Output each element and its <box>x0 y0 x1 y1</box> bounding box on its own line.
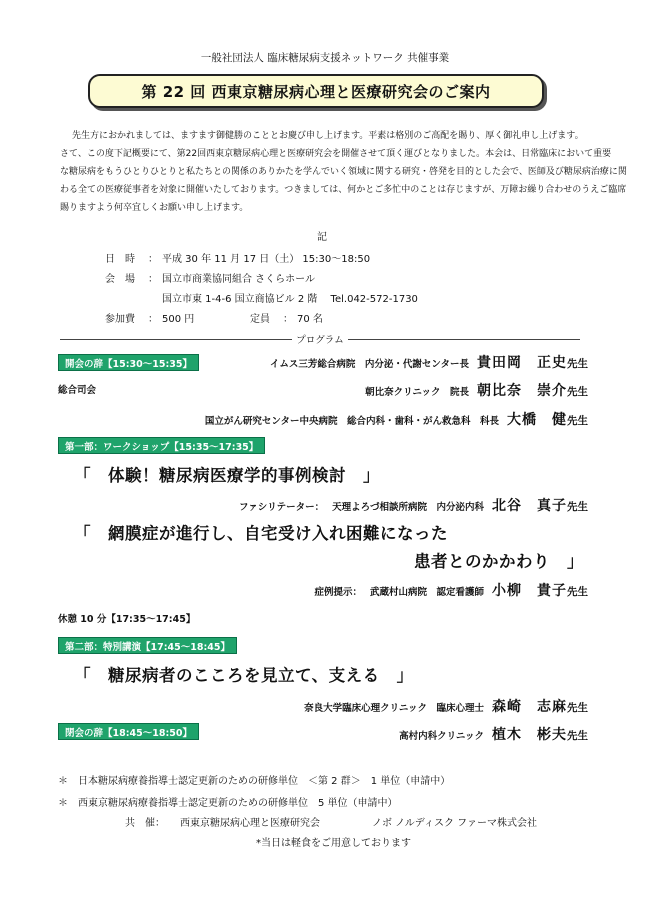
part2-suffix: 先生 <box>567 702 588 714</box>
note-jade-credit: ＊ 日本糖尿病療養指導士認定更新のための研修単位 ＜第 2 群＞ 1 単位（申請中） <box>58 776 451 787</box>
divider-line-left <box>60 339 292 340</box>
case-presenter <box>314 580 588 600</box>
intro-line-4: わる全ての医療従事者を対象に開催いたしております。つきましては、何かとご多忙中のことは存じますが、万障お繰り合わせのうえご臨席 <box>60 185 627 195</box>
cosponsor-label: 共 催： <box>125 818 165 829</box>
fee-label: 参加費 <box>105 314 135 325</box>
cosponsor-2: ノボ ノルディスク ファーマ株式会社 <box>372 818 537 829</box>
divider-line-right <box>348 339 580 340</box>
closing-speaker <box>399 724 588 744</box>
facilitator-suffix: 先生 <box>567 501 588 513</box>
moderator-label: 総合司会 <box>58 385 97 396</box>
case-label: 症例提示： <box>314 587 362 598</box>
opening-speaker <box>270 352 588 372</box>
opening-suffix: 先生 <box>567 358 588 370</box>
part2-affiliation: 奈良大学臨床心理クリニック 臨床心理士 <box>304 703 484 714</box>
intro-line-2: さて、この度下記概要にて、第22回西東京糖尿病心理と医療研究会を開催させて頂く運びとなりました。本会は、日常臨床において重要 <box>60 149 612 159</box>
intro-line-3: な糖尿病をもうひとりひとりと私たちとの関係のありかたを学んでいく領域に関する研究・啓発を目的とした会で、医師及び糖尿病治療に関 <box>60 167 627 177</box>
ki-mark: 記 <box>317 232 327 243</box>
capacity-label: 定員 <box>250 314 270 325</box>
part2-title: 「 糖尿病者のこころを見立て、支える 」 <box>74 666 414 685</box>
opening-affiliation: イムス三芳総合病院 内分泌・代謝センター長 <box>269 359 469 370</box>
moderator-name-1: 朝比奈 崇介 <box>477 383 567 399</box>
note-local-credit: ＊ 西東京糖尿病療養指導士認定更新のための研修単位 5 単位（申請中） <box>58 798 398 809</box>
intro-line-1: 先生方におかれましては、ますます御健勝のこととお慶び申し上げます。平素は格別のご高配を賜り、厚く御礼申し上げます。 <box>72 131 584 141</box>
page-title: 第 22 回 西東京糖尿病心理と医療研究会のご案内 <box>88 74 544 108</box>
organizer-line: 一般社団法人 臨床糖尿病支援ネットワーク 共催事業 <box>200 52 450 64</box>
moderator-speaker-1 <box>365 380 588 400</box>
case-title-line-1: 「 網膜症が進行し、自宅受け入れ困難になった <box>74 524 448 543</box>
opening-name: 貴田岡 正史 <box>477 355 567 371</box>
break-label: 休憩 10 分【17:35～17:45】 <box>58 614 196 625</box>
venue-colon: ： <box>148 274 158 285</box>
case-suffix: 先生 <box>567 586 588 598</box>
part2-speaker <box>304 696 588 716</box>
part2-tag: 第二部：特別講演【17:45～18:45】 <box>58 637 237 654</box>
case-name: 小柳 貴子 <box>492 583 567 599</box>
date-label: 日 時 <box>105 254 135 265</box>
opening-tag: 開会の辞【15:30～15:35】 <box>58 354 199 371</box>
fee-colon: ： <box>148 314 158 325</box>
facilitator-name: 北谷 真子 <box>492 498 567 514</box>
date-colon: ： <box>148 254 158 265</box>
intro-line-5: 賜りますよう何卒宜しくお願い申し上げます。 <box>60 203 249 213</box>
moderator-suffix-2: 先生 <box>567 415 588 427</box>
meal-note: *当日は軽食をご用意しております <box>256 838 411 849</box>
closing-suffix: 先生 <box>567 730 588 742</box>
program-label: プログラム <box>296 335 344 346</box>
moderator-suffix-1: 先生 <box>567 386 588 398</box>
venue-address: 国立市東 1-4-6 国立商協ビル 2 階 Tel.042-572-1730 <box>162 294 418 305</box>
capacity-value: 70 名 <box>297 314 323 325</box>
closing-name: 植木 彬夫 <box>492 727 567 743</box>
part1-title: 「 体験！糖尿病医療学的事例検討 」 <box>74 466 380 485</box>
venue-name: 国立市商業協同組合 さくらホール <box>162 274 315 285</box>
closing-affiliation: 高村内科クリニック <box>399 731 484 742</box>
venue-label: 会 場 <box>105 274 135 285</box>
part1-tag: 第一部：ワークショップ【15:35～17:35】 <box>58 437 265 454</box>
facilitator-affiliation: 天理よろづ相談所病院 内分泌内科 <box>332 502 484 513</box>
moderator-speaker-2 <box>205 409 588 429</box>
moderator-affiliation-1: 朝比奈クリニック 院長 <box>365 387 469 398</box>
case-affiliation: 武蔵村山病院 認定看護師 <box>369 587 484 598</box>
cosponsor-1: 西東京糖尿病心理と医療研究会 <box>180 818 320 829</box>
moderator-name-2: 大橋 健 <box>507 412 567 428</box>
facilitator-label: ファシリテーター： <box>238 502 325 513</box>
closing-tag: 閉会の辞【18:45～18:50】 <box>58 723 199 740</box>
moderator-affiliation-2: 国立がん研究センター中央病院 総合内科・歯科・がん救急科 科長 <box>204 416 499 427</box>
program-divider <box>60 333 580 345</box>
case-title-line-2: 患者とのかかわり 」 <box>414 552 584 571</box>
part2-name: 森崎 志麻 <box>492 699 567 715</box>
facilitator <box>239 495 588 515</box>
capacity-colon: ： <box>283 314 293 325</box>
fee-value: 500 円 <box>162 314 195 325</box>
date-value: 平成 30 年 11 月 17 日（土） 15:30～18:50 <box>162 254 371 265</box>
